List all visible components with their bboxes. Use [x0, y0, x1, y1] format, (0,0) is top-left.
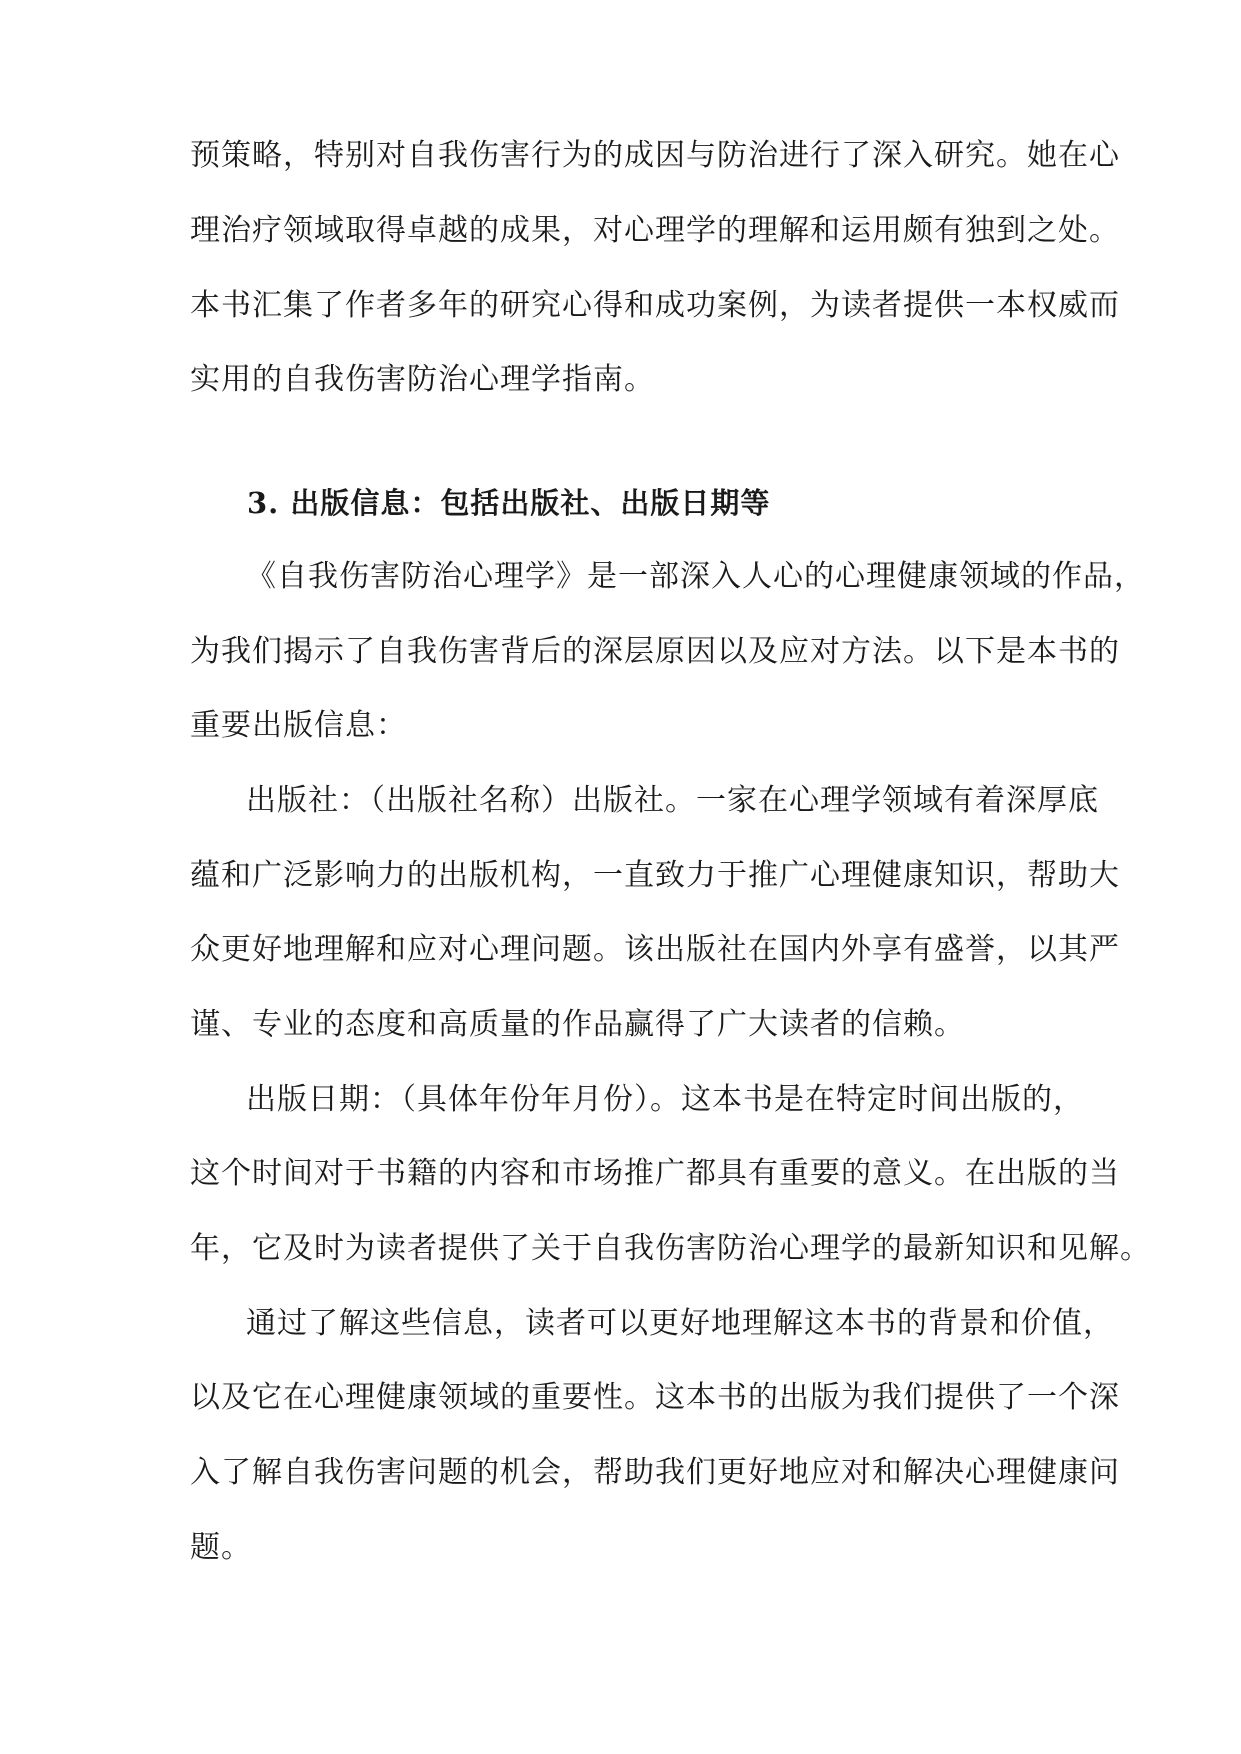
body-text-line: 预策略，特别对自我伤害行为的成因与防治进行了深入研究。她在心: [190, 138, 1120, 173]
body-text-line: 本书汇集了作者多年的研究心得和成功案例，为读者提供一本权威而: [190, 288, 1120, 323]
body-text-line: 出版日期：（具体年份年月份）。这本书是在特定时间出版的，: [246, 1082, 1084, 1117]
body-text-line: 题。: [190, 1530, 252, 1565]
body-text-line: 年，它及时为读者提供了关于自我伤害防治心理学的最新知识和见解。: [190, 1231, 1151, 1266]
body-text-line: 入了解自我伤害问题的机会，帮助我们更好地应对和解决心理健康问: [190, 1455, 1120, 1490]
body-text-line: 重要出版信息：: [190, 708, 407, 743]
body-text-line: 为我们揭示了自我伤害背后的深层原因以及应对方法。以下是本书的: [190, 634, 1120, 669]
body-text-line: 《自我伤害防治心理学》是一部深入人心的心理健康领域的作品，: [246, 559, 1145, 594]
body-text-line: 以及它在心理健康领域的重要性。这本书的出版为我们提供了一个深: [190, 1380, 1120, 1415]
section-heading: 3. 出版信息：包括出版社、出版日期等: [247, 486, 771, 520]
body-text-line: 通过了解这些信息，读者可以更好地理解这本书的背景和价值，: [246, 1306, 1114, 1341]
body-text-line: 谨、专业的态度和高质量的作品赢得了广大读者的信赖。: [190, 1007, 965, 1042]
body-text-line: 这个时间对于书籍的内容和市场推广都具有重要的意义。在出版的当: [190, 1156, 1120, 1191]
body-text-line: 理治疗领域取得卓越的成果，对心理学的理解和运用颇有独到之处。: [190, 213, 1120, 248]
body-text-line: 众更好地理解和应对心理问题。该出版社在国内外享有盛誉，以其严: [190, 932, 1120, 967]
body-text-line: 出版社：（出版社名称）出版社。一家在心理学领域有着深厚底: [246, 783, 1099, 818]
body-text-line: 实用的自我伤害防治心理学指南。: [190, 362, 655, 397]
body-text-line: 蕴和广泛影响力的出版机构，一直致力于推广心理健康知识，帮助大: [190, 858, 1120, 893]
